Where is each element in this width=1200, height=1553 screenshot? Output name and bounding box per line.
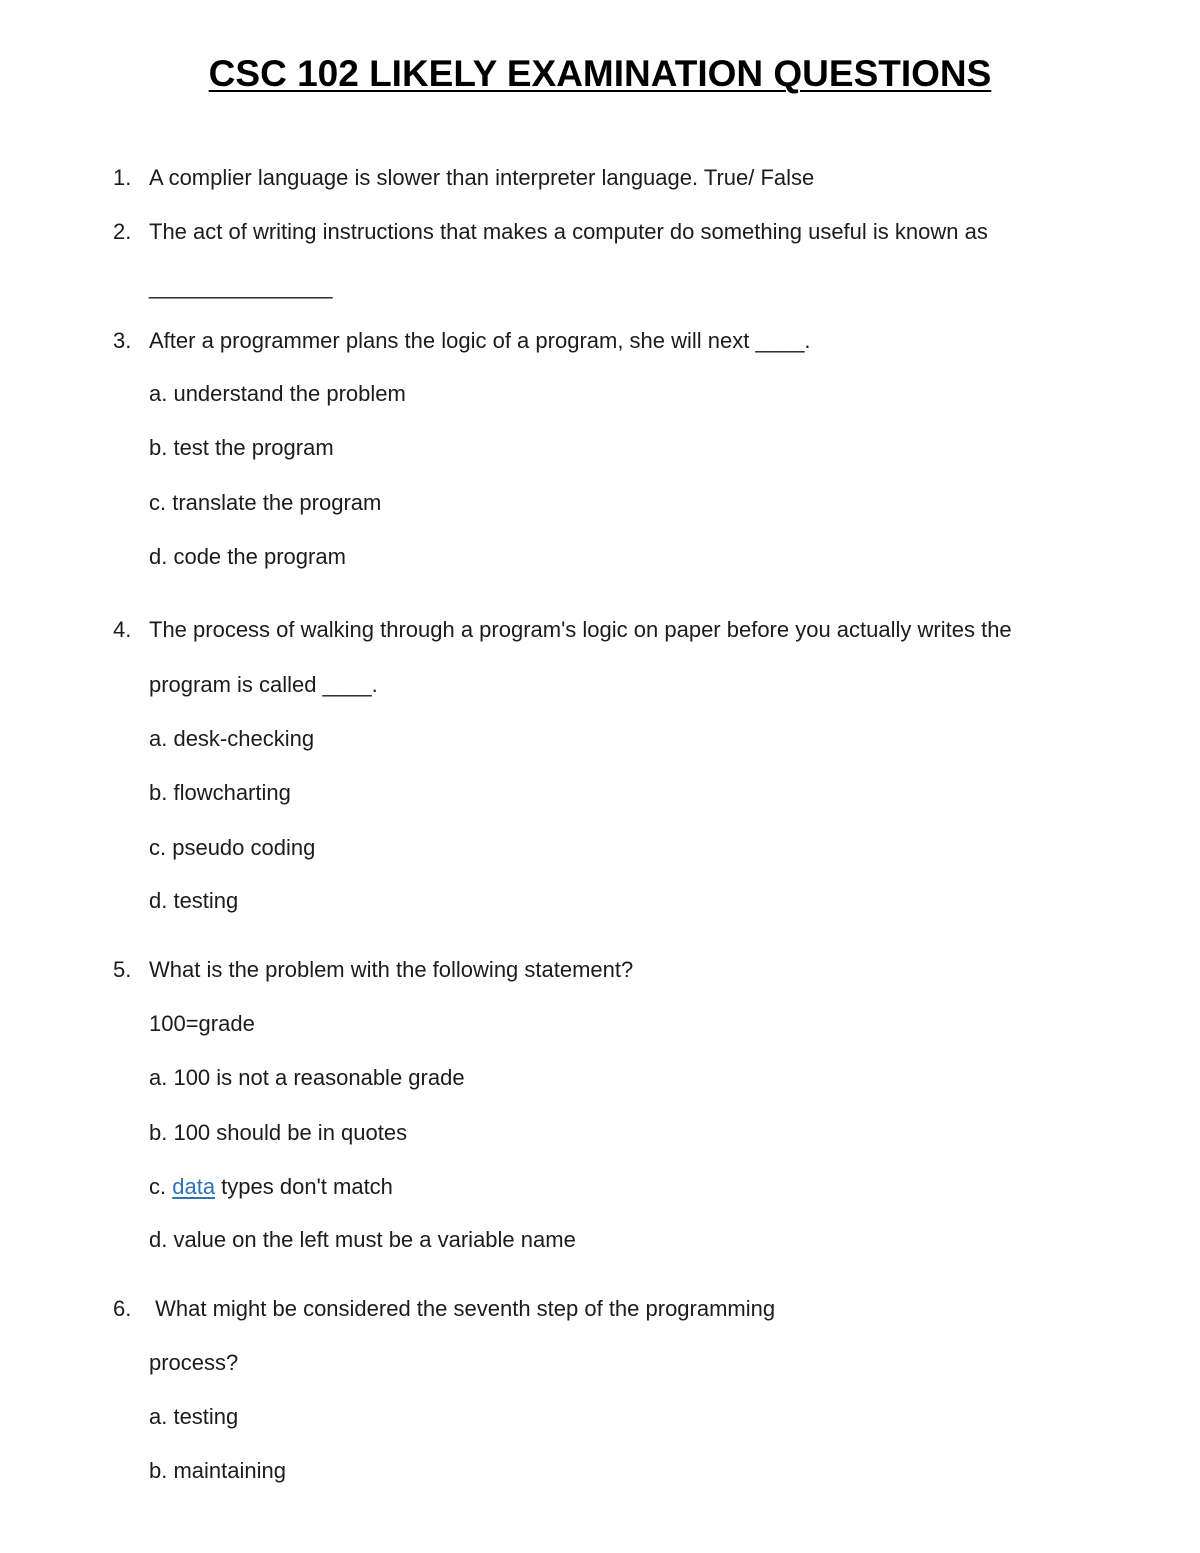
- question-1-number: 1.: [113, 165, 132, 190]
- question-2-number: 2.: [113, 219, 132, 244]
- question-4-text: The process of walking through a program's logic on paper before you actually writes the: [149, 617, 1012, 642]
- question-6-option-b: b. maintaining: [149, 1458, 286, 1483]
- question-4-text-continued: program is called ____.: [149, 672, 378, 697]
- option-c-prefix: c.: [149, 1174, 173, 1199]
- page-title: CSC 102 LIKELY EXAMINATION QUESTIONS: [208, 53, 992, 94]
- question-5-number: 5.: [113, 957, 132, 982]
- question-3-option-a: a. understand the problem: [149, 381, 406, 406]
- question-6-text-continued: process?: [149, 1350, 239, 1375]
- question-3-text: After a programmer plans the logic of a program, she will next ____.: [149, 328, 811, 353]
- option-c-rest: types don't match: [215, 1174, 393, 1199]
- question-6-option-a: a. testing: [149, 1404, 239, 1429]
- data-link[interactable]: data: [172, 1174, 216, 1199]
- question-3-option-b: b. test the program: [149, 435, 334, 460]
- question-5-option-c: [149, 1172, 393, 1202]
- question-3-number: 3.: [113, 328, 132, 353]
- question-4-number: 4.: [113, 617, 132, 642]
- question-1-text: A complier language is slower than interpreter language. True/ False: [149, 165, 815, 190]
- question-4-option-d: d. testing: [149, 888, 239, 913]
- question-2-text: The act of writing instructions that makes a computer do something useful is known as: [149, 219, 988, 244]
- question-6-number: 6.: [113, 1296, 132, 1321]
- question-3-option-c: c. translate the program: [149, 490, 382, 515]
- question-5-text: What is the problem with the following statement?: [149, 957, 634, 982]
- question-2-blank: _______________: [149, 274, 333, 299]
- question-4-option-a: a. desk-checking: [149, 726, 315, 751]
- question-4-option-c: c. pseudo coding: [149, 835, 316, 860]
- question-3-option-d: d. code the program: [149, 544, 346, 569]
- question-5-option-b: b. 100 should be in quotes: [149, 1120, 408, 1145]
- question-6-text: What might be considered the seventh step of the programming: [149, 1296, 776, 1321]
- question-5-statement: 100=grade: [149, 1011, 255, 1036]
- question-5-option-d: d. value on the left must be a variable name: [149, 1227, 576, 1252]
- question-4-option-b: b. flowcharting: [149, 780, 291, 805]
- question-5-option-a: a. 100 is not a reasonable grade: [149, 1065, 465, 1090]
